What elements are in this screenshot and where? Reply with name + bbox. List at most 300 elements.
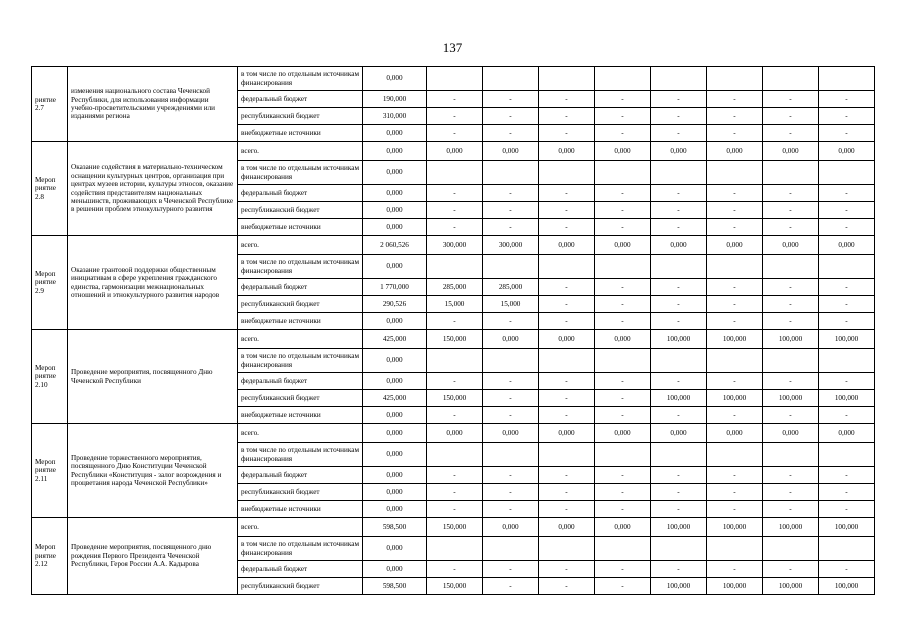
total-value: 0,000: [363, 185, 427, 202]
empty-cell: [483, 443, 539, 467]
year-value: 0,000: [763, 236, 819, 255]
year-value: -: [763, 484, 819, 501]
year-value: 0,000: [595, 142, 651, 161]
year-value: 0,000: [539, 518, 595, 537]
year-value: 0,000: [483, 518, 539, 537]
empty-cell: [483, 349, 539, 373]
empty-cell: [427, 537, 483, 561]
total-value: 598,500: [363, 518, 427, 537]
empty-cell: [651, 349, 707, 373]
empty-cell: [427, 443, 483, 467]
year-value: 0,000: [483, 424, 539, 443]
table-row: [32, 236, 875, 255]
funding-source: всего.: [238, 424, 363, 443]
year-value: -: [595, 125, 651, 142]
year-value: -: [595, 219, 651, 236]
year-value: -: [427, 125, 483, 142]
year-value: -: [707, 279, 763, 296]
total-value: 0,000: [363, 161, 427, 185]
year-value: -: [539, 219, 595, 236]
funding-source: всего.: [238, 518, 363, 537]
year-value: -: [539, 561, 595, 578]
year-value: 0,000: [539, 424, 595, 443]
year-value: 0,000: [427, 424, 483, 443]
year-value: -: [819, 91, 875, 108]
year-value: -: [651, 484, 707, 501]
year-value: -: [707, 91, 763, 108]
empty-cell: [707, 161, 763, 185]
total-value: 0,000: [363, 537, 427, 561]
year-value: -: [539, 296, 595, 313]
year-value: -: [707, 467, 763, 484]
year-value: -: [819, 373, 875, 390]
funding-source: внебюджетные источники: [238, 407, 363, 424]
year-value: -: [483, 202, 539, 219]
total-value: 0,000: [363, 255, 427, 279]
year-value: -: [651, 279, 707, 296]
year-value: 0,000: [483, 142, 539, 161]
year-value: -: [763, 108, 819, 125]
year-value: 15,000: [427, 296, 483, 313]
year-value: -: [763, 185, 819, 202]
total-value: 0,000: [363, 407, 427, 424]
year-value: -: [483, 467, 539, 484]
total-value: 190,000: [363, 91, 427, 108]
total-value: 0,000: [363, 561, 427, 578]
empty-cell: [707, 67, 763, 91]
year-value: -: [427, 467, 483, 484]
funding-source: федеральный бюджет: [238, 279, 363, 296]
table-row: [32, 518, 875, 537]
activity-description: Проведение торжественного мероприятия, посвященного Дню Конституции Чеченской Республики «Конституция - залог возрождения и процветания народа Чеченской Республики»: [68, 424, 238, 518]
empty-cell: [483, 67, 539, 91]
year-value: -: [539, 313, 595, 330]
empty-cell: [651, 255, 707, 279]
empty-cell: [763, 161, 819, 185]
year-value: -: [539, 578, 595, 595]
funding-source: всего.: [238, 330, 363, 349]
year-value: 100,000: [763, 390, 819, 407]
funding-source: внебюджетные источники: [238, 219, 363, 236]
funding-source: республиканский бюджет: [238, 108, 363, 125]
activity-id: Мероп риятие 2.10: [32, 330, 68, 424]
year-value: -: [427, 407, 483, 424]
budget-table: [31, 66, 875, 595]
empty-cell: [483, 255, 539, 279]
year-value: -: [539, 484, 595, 501]
year-value: -: [483, 91, 539, 108]
year-value: -: [763, 125, 819, 142]
year-value: -: [595, 296, 651, 313]
activity-id: риятие 2.7: [32, 67, 68, 142]
year-value: -: [651, 373, 707, 390]
year-value: -: [539, 373, 595, 390]
year-value: -: [763, 467, 819, 484]
funding-source: федеральный бюджет: [238, 561, 363, 578]
year-value: -: [595, 407, 651, 424]
year-value: -: [539, 108, 595, 125]
year-value: -: [819, 484, 875, 501]
funding-source: внебюджетные источники: [238, 313, 363, 330]
year-value: 0,000: [707, 424, 763, 443]
empty-cell: [707, 255, 763, 279]
funding-source: внебюджетные источники: [238, 501, 363, 518]
year-value: -: [483, 108, 539, 125]
total-value: 0,000: [363, 501, 427, 518]
empty-cell: [595, 349, 651, 373]
year-value: 0,000: [595, 518, 651, 537]
year-value: -: [483, 390, 539, 407]
empty-cell: [819, 67, 875, 91]
year-value: -: [539, 501, 595, 518]
year-value: 0,000: [595, 236, 651, 255]
activity-description: Оказание содействия в материально-техническом оснащении культурных центров, организация при центрах музеев истории, культуры этносов, оказание содействия представителям национальных меньшинств, проживающих в Чеченской Республике в решении проблем этнокультурного развития: [68, 142, 238, 236]
year-value: -: [651, 202, 707, 219]
year-value: 0,000: [819, 424, 875, 443]
year-value: -: [427, 219, 483, 236]
year-value: 0,000: [707, 236, 763, 255]
empty-cell: [819, 349, 875, 373]
year-value: 300,000: [427, 236, 483, 255]
year-value: 100,000: [763, 518, 819, 537]
year-value: -: [819, 561, 875, 578]
page-number: 137: [442, 40, 463, 55]
year-value: -: [483, 219, 539, 236]
year-value: 100,000: [763, 578, 819, 595]
table-row: [32, 67, 875, 91]
year-value: -: [819, 296, 875, 313]
year-value: -: [819, 185, 875, 202]
year-value: -: [483, 407, 539, 424]
year-value: -: [595, 501, 651, 518]
year-value: -: [539, 125, 595, 142]
total-value: 0,000: [363, 202, 427, 219]
year-value: -: [483, 578, 539, 595]
year-value: -: [539, 390, 595, 407]
empty-cell: [707, 349, 763, 373]
year-value: -: [427, 108, 483, 125]
year-value: -: [651, 501, 707, 518]
table-row: [32, 330, 875, 349]
year-value: 0,000: [651, 142, 707, 161]
funding-source: в том числе по отдельным источникам финансирования: [238, 349, 363, 373]
year-value: -: [651, 313, 707, 330]
year-value: -: [707, 501, 763, 518]
funding-source: внебюджетные источники: [238, 125, 363, 142]
year-value: -: [819, 202, 875, 219]
activity-description: Проведение мероприятия, посвященного Дню Чеченской Республики: [68, 330, 238, 424]
empty-cell: [763, 255, 819, 279]
year-value: 100,000: [651, 578, 707, 595]
year-value: -: [707, 561, 763, 578]
year-value: 0,000: [707, 142, 763, 161]
funding-source: в том числе по отдельным источникам финансирования: [238, 161, 363, 185]
empty-cell: [819, 161, 875, 185]
year-value: 150,000: [427, 330, 483, 349]
activity-id: Мероп риятие 2.12: [32, 518, 68, 595]
year-value: 0,000: [763, 142, 819, 161]
year-value: -: [539, 91, 595, 108]
year-value: -: [595, 279, 651, 296]
year-value: 100,000: [819, 390, 875, 407]
year-value: -: [763, 91, 819, 108]
year-value: -: [483, 125, 539, 142]
year-value: -: [483, 484, 539, 501]
year-value: -: [763, 313, 819, 330]
empty-cell: [539, 349, 595, 373]
year-value: -: [427, 202, 483, 219]
table-row: [32, 424, 875, 443]
total-value: 310,000: [363, 108, 427, 125]
year-value: -: [819, 467, 875, 484]
year-value: -: [763, 296, 819, 313]
total-value: 0,000: [363, 373, 427, 390]
total-value: 425,000: [363, 330, 427, 349]
year-value: -: [483, 561, 539, 578]
total-value: 0,000: [363, 424, 427, 443]
year-value: -: [595, 467, 651, 484]
empty-cell: [595, 443, 651, 467]
total-value: 0,000: [363, 125, 427, 142]
year-value: 150,000: [427, 390, 483, 407]
year-value: -: [427, 561, 483, 578]
empty-cell: [595, 255, 651, 279]
year-value: 100,000: [707, 578, 763, 595]
year-value: -: [707, 296, 763, 313]
year-value: -: [819, 125, 875, 142]
year-value: -: [595, 390, 651, 407]
year-value: -: [763, 501, 819, 518]
year-value: 285,000: [483, 279, 539, 296]
empty-cell: [651, 67, 707, 91]
year-value: -: [483, 501, 539, 518]
total-value: 0,000: [363, 349, 427, 373]
year-value: -: [539, 185, 595, 202]
year-value: -: [763, 561, 819, 578]
empty-cell: [819, 443, 875, 467]
year-value: -: [427, 484, 483, 501]
year-value: -: [539, 467, 595, 484]
empty-cell: [595, 537, 651, 561]
year-value: 0,000: [819, 142, 875, 161]
empty-cell: [651, 161, 707, 185]
year-value: 0,000: [595, 330, 651, 349]
year-value: -: [595, 108, 651, 125]
activity-id: Мероп риятие 2.9: [32, 236, 68, 330]
empty-cell: [819, 255, 875, 279]
year-value: -: [819, 501, 875, 518]
empty-cell: [763, 443, 819, 467]
year-value: -: [707, 202, 763, 219]
empty-cell: [427, 349, 483, 373]
year-value: -: [763, 407, 819, 424]
year-value: 100,000: [819, 518, 875, 537]
funding-source: федеральный бюджет: [238, 467, 363, 484]
year-value: -: [763, 373, 819, 390]
empty-cell: [819, 537, 875, 561]
funding-source: всего.: [238, 236, 363, 255]
year-value: -: [539, 407, 595, 424]
total-value: 1 770,000: [363, 279, 427, 296]
year-value: -: [595, 373, 651, 390]
year-value: -: [707, 373, 763, 390]
empty-cell: [707, 537, 763, 561]
year-value: -: [539, 279, 595, 296]
year-value: 100,000: [707, 330, 763, 349]
activity-description: Оказание грантовой поддержки общественным инициативам в сфере укрепления гражданского единства, гармонизации межнациональных отношений и этнокультурного развития народов: [68, 236, 238, 330]
year-value: -: [651, 296, 707, 313]
total-value: 0,000: [363, 484, 427, 501]
empty-cell: [763, 67, 819, 91]
year-value: -: [595, 202, 651, 219]
funding-source: в том числе по отдельным источникам финансирования: [238, 537, 363, 561]
year-value: -: [651, 219, 707, 236]
year-value: -: [707, 185, 763, 202]
empty-cell: [707, 443, 763, 467]
year-value: 100,000: [651, 390, 707, 407]
funding-source: в том числе по отдельным источникам финансирования: [238, 255, 363, 279]
empty-cell: [427, 255, 483, 279]
funding-source: в том числе по отдельным источникам финансирования: [238, 67, 363, 91]
empty-cell: [595, 67, 651, 91]
year-value: -: [763, 219, 819, 236]
year-value: -: [539, 202, 595, 219]
funding-source: в том числе по отдельным источникам финансирования: [238, 443, 363, 467]
year-value: 150,000: [427, 518, 483, 537]
funding-source: республиканский бюджет: [238, 390, 363, 407]
year-value: 0,000: [651, 236, 707, 255]
year-value: -: [483, 313, 539, 330]
total-value: 0,000: [363, 313, 427, 330]
activity-description: изменения национального состава Чеченской Республики, для использования информации учебно-просветительскими учреждениями или изданиями региона: [68, 67, 238, 142]
empty-cell: [763, 349, 819, 373]
year-value: -: [819, 407, 875, 424]
year-value: -: [819, 108, 875, 125]
year-value: 100,000: [707, 390, 763, 407]
funding-source: республиканский бюджет: [238, 202, 363, 219]
funding-source: федеральный бюджет: [238, 373, 363, 390]
year-value: -: [651, 125, 707, 142]
year-value: 0,000: [539, 236, 595, 255]
funding-source: республиканский бюджет: [238, 484, 363, 501]
year-value: -: [763, 279, 819, 296]
activity-id: Мероп риятие 2.11: [32, 424, 68, 518]
year-value: -: [427, 313, 483, 330]
empty-cell: [427, 67, 483, 91]
year-value: 300,000: [483, 236, 539, 255]
year-value: 0,000: [539, 330, 595, 349]
empty-cell: [427, 161, 483, 185]
funding-source: федеральный бюджет: [238, 185, 363, 202]
total-value: 0,000: [363, 467, 427, 484]
year-value: 0,000: [539, 142, 595, 161]
funding-source: республиканский бюджет: [238, 296, 363, 313]
year-value: -: [707, 313, 763, 330]
total-value: 0,000: [363, 219, 427, 236]
year-value: -: [707, 108, 763, 125]
year-value: -: [483, 373, 539, 390]
year-value: 100,000: [707, 518, 763, 537]
total-value: 2 060,526: [363, 236, 427, 255]
empty-cell: [651, 443, 707, 467]
year-value: 100,000: [651, 330, 707, 349]
year-value: -: [651, 407, 707, 424]
table-row: [32, 142, 875, 161]
total-value: 0,000: [363, 67, 427, 91]
year-value: 100,000: [819, 330, 875, 349]
year-value: -: [819, 279, 875, 296]
year-value: -: [595, 578, 651, 595]
year-value: 15,000: [483, 296, 539, 313]
year-value: -: [427, 185, 483, 202]
year-value: -: [595, 313, 651, 330]
empty-cell: [539, 161, 595, 185]
empty-cell: [763, 537, 819, 561]
year-value: -: [707, 407, 763, 424]
funding-source: республиканский бюджет: [238, 578, 363, 595]
year-value: 150,000: [427, 578, 483, 595]
activity-id: Мероп риятие 2.8: [32, 142, 68, 236]
year-value: -: [595, 91, 651, 108]
total-value: 0,000: [363, 443, 427, 467]
total-value: 598,500: [363, 578, 427, 595]
year-value: -: [819, 219, 875, 236]
year-value: -: [651, 467, 707, 484]
empty-cell: [539, 255, 595, 279]
total-value: 290,526: [363, 296, 427, 313]
empty-cell: [483, 161, 539, 185]
empty-cell: [483, 537, 539, 561]
year-value: -: [707, 219, 763, 236]
funding-source: всего.: [238, 142, 363, 161]
year-value: -: [651, 185, 707, 202]
empty-cell: [539, 443, 595, 467]
year-value: 0,000: [427, 142, 483, 161]
year-value: 0,000: [763, 424, 819, 443]
year-value: -: [427, 501, 483, 518]
year-value: -: [651, 561, 707, 578]
year-value: 0,000: [819, 236, 875, 255]
year-value: -: [707, 484, 763, 501]
year-value: -: [763, 202, 819, 219]
year-value: -: [483, 185, 539, 202]
budget-table-body: [32, 67, 875, 595]
year-value: -: [427, 91, 483, 108]
year-value: -: [707, 125, 763, 142]
year-value: -: [595, 561, 651, 578]
year-value: -: [595, 484, 651, 501]
year-value: 285,000: [427, 279, 483, 296]
year-value: 0,000: [651, 424, 707, 443]
total-value: 0,000: [363, 142, 427, 161]
year-value: -: [819, 313, 875, 330]
year-value: 100,000: [651, 518, 707, 537]
empty-cell: [595, 161, 651, 185]
empty-cell: [651, 537, 707, 561]
year-value: 100,000: [819, 578, 875, 595]
year-value: 0,000: [483, 330, 539, 349]
year-value: -: [427, 373, 483, 390]
year-value: 0,000: [595, 424, 651, 443]
year-value: -: [595, 185, 651, 202]
year-value: -: [651, 91, 707, 108]
activity-description: Проведение мероприятия, посвященного дню рождения Первого Президента Чеченской Республики, Героя России А.А. Кадырова: [68, 518, 238, 595]
year-value: -: [651, 108, 707, 125]
total-value: 425,000: [363, 390, 427, 407]
year-value: 100,000: [763, 330, 819, 349]
empty-cell: [539, 67, 595, 91]
funding-source: федеральный бюджет: [238, 91, 363, 108]
